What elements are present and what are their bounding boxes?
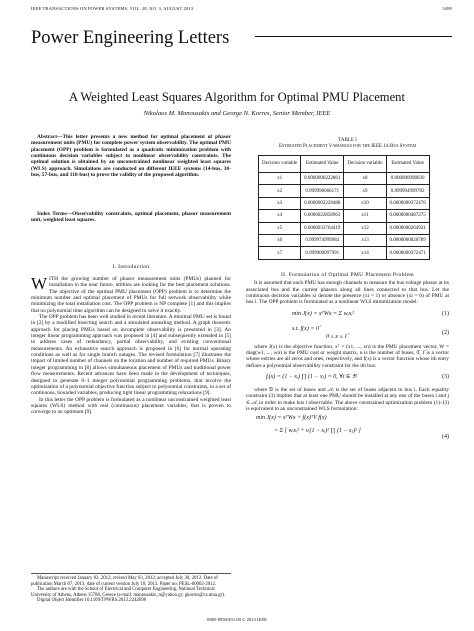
table-cell: 0.0000002228488	[301, 197, 344, 209]
table-header-row	[259, 156, 430, 173]
footnote-1: Manuscript received January 02, 2012; revised May 03, 2012; accepted July 30, 2012. Date of publication March 07, 2013; date of current version July 18, 2013. Paper no. PESL-00002-2012.	[31, 576, 218, 587]
footnote-3: Digital Object Identifier 10.1109/TPWRS.2013.2242698	[37, 598, 147, 603]
abstract	[31, 134, 231, 178]
table-row	[259, 222, 430, 234]
table-cell: 0.999996666171	[301, 185, 344, 197]
intro-paragraph-1	[31, 276, 231, 314]
table-row	[259, 234, 430, 246]
table-cell: x3	[259, 197, 301, 209]
table-cell: x6	[259, 234, 301, 246]
section-2-paragraph-1: It is assumed that each PMU has enough channels to measure the bus voltage phasor at its associated bus and the current phasors along all lines connected to that bus. Let the continuous decision variables xi denote the presence (xi = 1) or absence (xi = 0) of PMU at bus i. The OPP problem is formulated as a nonlinear WLS minimization model:	[246, 280, 449, 306]
banner-rule	[255, 36, 452, 37]
authors: Nikolaos M. Manousakis and George N. Korres, Senior Member, IEEE	[143, 110, 331, 117]
table-row	[259, 185, 430, 197]
section-2-paragraph-3: where 𝔅 is the set of buses and 𝒜ᵢ is the set of buses adjacent to bus i. Each equality constraint (3) implies that at least one PMU should be installed at any one of the buses i and j ∈ 𝒜ᵢ in order to make bus i observable. The above constrained optimization problem (1)–(3) is equivalent to an unconstrained WLS formulation:	[246, 387, 449, 413]
table-caption-text: Estimated Placement Variables for the IEEE 14-Bus System	[278, 144, 417, 150]
intro-body	[31, 276, 231, 416]
footnotes	[31, 573, 231, 604]
running-header	[31, 6, 452, 11]
equation-3	[246, 369, 449, 387]
equation-1-number: (1)	[442, 310, 449, 317]
intro-paragraph-1-text: ITH the growing number of phasor measurement units (PMUs) planned for installation in the near future, utilities are looking for the best placement solutions. The objective of the optimal PMU placement (OPP) problem is to determine the minimum number and optimal placement of PMUs for full network observability while minimizing the total installation cost. The OPP problem is NP complete [1] and this implies that no polynomial time algorithm can be designed to solve it exactly.	[31, 276, 231, 314]
page-number: 3499	[442, 6, 452, 11]
equation-2-line-1: s.t. f(x) = 0̂	[292, 325, 319, 332]
table-cell: x10	[344, 197, 386, 209]
section-banner: Power Engineering Letters	[31, 28, 230, 48]
table-row	[259, 210, 430, 222]
table-cell: x8	[344, 173, 386, 185]
table-cell: x4	[259, 210, 301, 222]
table-header: Decision variable	[344, 156, 386, 173]
placement-table	[258, 155, 430, 260]
intro-paragraph-2: The OPP problem has been well studied in recent literature. A minimal PMU set is found in [2] by a modified bisecting search and a simulated annealing method. A graph theoretic approach for placing PMUs based on incomplete observability is presented in [3]. An integer linear programming approach was proposed in [4] and subsequently extended in [5] to address cases of redundancy, partial observability, and existing conventional measurements. An exhaustive search approach is proposed in [6] for normal operating conditions as well as for single branch outages. The revised formulation [7] illustrates the impact of limited number of channels on the location and number of required PMUs. Binary integer programming in [8] allows simultaneous placement of PMUs and traditional power flow measurements. Recent advances have been made in the development of techniques, designed to generate 0–1 integer polynomial programming problems, that involve the optimization of a polynomial objective function subject to polynomial constraints, in a set of continuous, bounded variables, producing tight linear programming relaxations [9].	[31, 314, 231, 397]
table-cell: x11	[344, 210, 386, 222]
page-footer: 0885-8950/$31.00 © 2013 IEEE	[207, 617, 267, 622]
intro-heading-wrap	[31, 264, 231, 270]
table-cell: 0.999900097991	[301, 247, 344, 259]
table-cell: 0.0000000264931	[386, 222, 429, 234]
table-row	[259, 247, 430, 259]
table-cell: 0.0000000372471	[386, 247, 429, 259]
equation-2-number: (2)	[442, 329, 449, 336]
section-2-paragraph-2: where J(x) is the objective function, xᵀ = (x1, ..., xn) is the PMU placement vector, W = diag(w1, ..., wn) is the PMU cost or weight matrix, n is the number of buses, 0̂, 1̂ is a vector whose entries are all zeros and ones, respectively, and f(x) is a vector function whose ith entry defines a polynomial observability constraint for the ith bus:	[246, 343, 449, 369]
table-row	[259, 173, 430, 185]
index-terms-text: Index Terms—Observability constraints, optimal placement, phasor measurement unit, weighted least squares.	[31, 211, 231, 224]
table-header: Decision variable	[259, 156, 301, 173]
section-2-heading: II. Formulation of Optimal PMU Placement Problem	[281, 272, 414, 278]
abstract-text: Abstract—This letter presents a new method for optimal placement of phasor measurement units (PMU) for complete power system observability. The optimal PMU placement (OPP) problem is formulated as a quadratic minimization problem with continuous decision variables subject to nonlinear observability constraints. The optimal solution is obtained by an unconstrained nonlinear weighted least squares (WLS) approach. Simulations are conducted on different IEEE systems (14-bus, 30-bus, 57-bus, and 118-bus) to prove the validity of the proposed algorithm.	[31, 134, 231, 179]
paper-title: A Weighted Least Squares Algorithm for Optimal PMU Placement	[69, 90, 405, 104]
intro-heading: I. Introduction	[112, 264, 150, 270]
table-cell: 0.999974999984	[301, 234, 344, 246]
equation-4	[246, 412, 449, 442]
intro-paragraph-3: In this letter the OPP problem is formulated as a nonlinear unconstrained weighted least squares (WLS) method with real (continuous) placement variables, that is proven to converge to an optimum [9].	[31, 396, 231, 416]
table-cell: 0.999994999702	[386, 185, 429, 197]
table-cell: 0.0000000222861	[301, 173, 344, 185]
table-cell: 0.0000033764419	[301, 222, 344, 234]
index-terms	[31, 211, 231, 224]
table-cell: x5	[259, 222, 301, 234]
table-cell: 0.0000000487275	[386, 210, 429, 222]
table-cell: x14	[344, 247, 386, 259]
equation-1	[246, 306, 449, 324]
table-cell: x1	[259, 173, 301, 185]
table-header: Estimated Value	[386, 156, 429, 173]
section-2	[246, 272, 449, 442]
drop-cap: W	[31, 274, 48, 293]
equation-2-line-2: 0 ≤ x ≤ 1̂	[326, 333, 348, 340]
footnote-2: The authors are with the School of Electrical and Computer Engineering, National Technical University of Athens, Athens 15780, Greece (e-mail: manousakis_n@yahoo.gr; gkorres@cs.ntua.gr).	[31, 587, 226, 598]
equation-4-number: (4)	[442, 434, 449, 441]
equation-4-line-1: min J(x) = xᵀWx + f(x)ᵀV f(x)	[256, 415, 327, 422]
journal-header: IEEE TRANSACTIONS ON POWER SYSTEMS, VOL. 28, NO. 3, AUGUST 2013	[31, 6, 194, 11]
table-cell: x12	[344, 222, 386, 234]
table-label: TABLE I	[338, 138, 357, 143]
equation-3-number: (3)	[442, 374, 449, 381]
table-cell: 0.0000022858963	[301, 210, 344, 222]
table-cell: 0.0000000372476	[386, 197, 429, 209]
table-header: Estimated Value	[301, 156, 344, 173]
table-cell: 0.0000000020789	[386, 234, 429, 246]
equation-1-body: min J(x) = xᵀWx = Σ wᵢxᵢ²	[292, 310, 354, 317]
table-cell: x2	[259, 185, 301, 197]
equation-3-body: fᵢ(x) = (1 − xᵢ) ∏ (1 − xⱼ) = 0, ∀i ∈ 𝔅	[266, 374, 357, 381]
table-cell: 0.000000998030	[386, 173, 429, 185]
table-cell: x13	[344, 234, 386, 246]
equation-4-line-2: = Σ [ wᵢxᵢ² + vᵢ(1 − xᵢ)² ∏ (1 − xⱼ)² ]	[274, 428, 361, 435]
equation-2	[246, 324, 449, 344]
table-cell: x7	[259, 247, 301, 259]
table-cell: x9	[344, 185, 386, 197]
table-caption	[246, 138, 449, 150]
table-row	[259, 197, 430, 209]
